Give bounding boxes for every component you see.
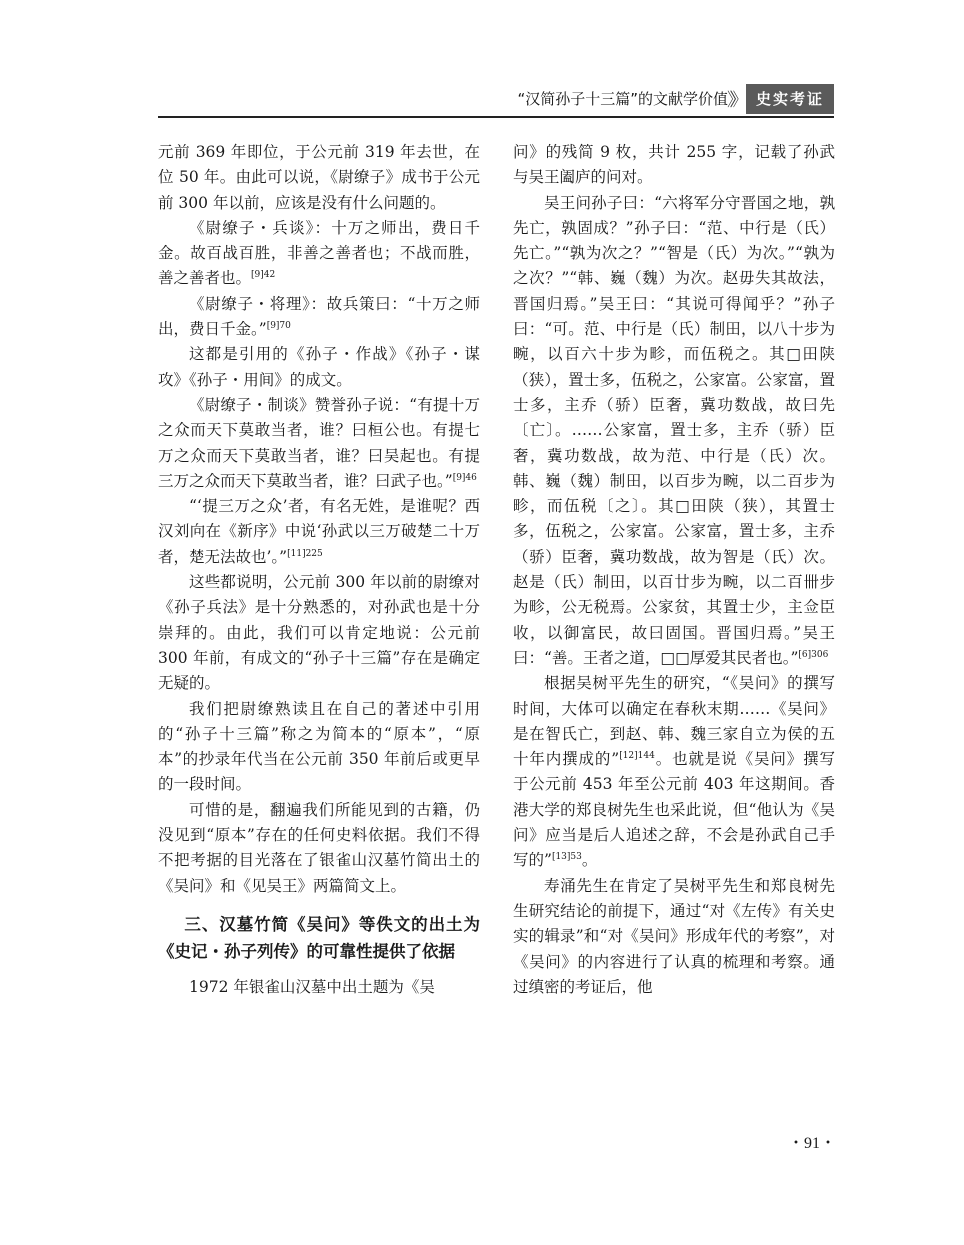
left-column xyxy=(158,140,480,1000)
paragraph: 1972 年银雀山汉墓中出土题为《吴 xyxy=(189,977,435,996)
section-tag: 史实考证 xyxy=(746,84,834,114)
quotation-text: 《尉缭子・将理》：故兵策曰：“十万之师出，费日千金。” xyxy=(158,294,480,339)
quotation-text: 吴王问孙子曰：“六将军分守晋国之地，孰先亡，孰固成？”孙子曰：“范、中行是（氏）先亡。”“孰为次之？”“智是（氏）为次。”“孰为之次？”“韩、巍（魏）为次。赵毋失其故法，晋国归焉。”吴王曰：“其说可得闻乎？”孙子曰：“可。范、中行是（氏）制田，以八十步为畹，以百六十步为畛，而伍税之。其□田陕（狭），置士多，伍税之，公家富。公家富，置士多，主乔（骄）臣奢，冀功数战，故曰先〔亡〕。……公家富，置士多，主乔（骄）臣奢，冀功数战，故为范、中行是（氏）次。韩、巍（魏）制田，以百步为畹，以二百步为畛，而伍税〔之〕。其□田陕（狭），其置士多，伍税之，公家富。公家富，置士多，主乔（骄）臣奢，冀功数战，故为智是（氏）次。赵是（氏）制田，以百廿步为畹，以二百卌步为畛，公无税焉。公家贫，其置士少，主佥臣收，以御富民，故曰固国。晋国归焉。”吴王曰：“善。王者之道，□□厚爱其民者也。” xyxy=(513,193,835,667)
paragraph-text: 。也就是说《吴问》撰写于公元前 453 年至公元前 403 年这期间。香港大学的郑良树先生也采此说，但“他认为《吴问》应当是后人追述之辞，不会是孙武自己手写的” xyxy=(513,750,835,870)
running-header xyxy=(158,84,834,118)
section-heading: 三、汉墓竹简《吴问》等佚文的出土为《史记・孙子列传》的可靠性提供了依据 xyxy=(158,914,480,961)
citation-ref: [9]46 xyxy=(452,472,477,483)
right-column xyxy=(513,140,835,1000)
paragraph: 这都是引用的《孙子・作战》《孙子・谋攻》《孙子・用间》的成文。 xyxy=(158,345,480,389)
paragraph xyxy=(513,671,835,873)
citation-ref: [9]42 xyxy=(251,270,276,281)
citation-ref: [9]70 xyxy=(266,321,291,332)
citation-ref: [11]225 xyxy=(287,548,323,559)
quotation-text: 《尉缭子・制谈》赞誉孙子说：“有提十万之众而天下莫敢当者，谁？曰桓公也。有提七万之众而天下莫敢当者，谁？曰吴起也。有提三万之众而天下莫敢当者，谁？曰武子也。” xyxy=(158,395,480,490)
quotation xyxy=(158,292,480,343)
paragraph xyxy=(158,494,480,570)
quotation-text: 《尉缭子・兵谈》：十万之师出，费日千金。故百战百胜，非善之善者也；不战而胜，善之善者也。 xyxy=(158,218,480,288)
quotation xyxy=(158,393,480,494)
quotation xyxy=(158,216,480,292)
paragraph-text: 。 xyxy=(581,851,598,870)
running-header-title: “汉简孙子十三篇”的文献学价值 xyxy=(517,90,728,108)
paragraph-text: 根据吴树平先生的研究，“《吴问》的撰写时间，大体可以确定在春秋末期……《吴问》是在智氏亡，到赵、韩、魏三家自立为侯的五十年内撰成的” xyxy=(513,674,835,769)
paragraph-text: “‘提三万之众’者，有名无姓，是谁呢？西汉刘向在《新序》中说‘孙武以三万破楚二十万者，楚无法故也’。” xyxy=(158,497,480,566)
paragraph: 我们把尉缭熟读且在自己的著述中引用的“孙子十三篇”称之为简本的“原本”，“原本”的抄录年代当在公元前 350 年前后或更早的一段时间。 xyxy=(158,699,480,794)
citation-ref: [12]144 xyxy=(619,751,655,762)
quotation xyxy=(513,191,835,672)
citation-ref: [6]306 xyxy=(798,649,829,660)
citation-ref: [13]53 xyxy=(551,852,582,863)
paragraph: 寿涌先生在肯定了吴树平先生和郑良树先生研究结论的前提下，通过“对《左传》有关史实的辑录”和“对《吴问》形成年代的考察”，对《吴问》的内容进行了认真的梳理和考察。通过缜密的考证后，他 xyxy=(513,876,835,996)
paragraph: 问》的残简 9 枚，共计 255 字，记载了孙武与吴王阖庐的问对。 xyxy=(513,143,835,187)
chevron-right-icon: 》》 xyxy=(727,90,742,111)
paragraph: 元前 369 年即位，于公元前 319 年去世，在位 50 年。由此可以说，《尉缭子》成书于公元前 300 年以前，应该是没有什么问题的。 xyxy=(158,143,480,212)
page-number: ・91・ xyxy=(787,1135,836,1152)
header-rule xyxy=(158,116,834,118)
paragraph: 可惜的是，翻遍我们所能见到的古籍，仍没见到“原本”存在的任何史料依据。我们不得不把考据的目光落在了银雀山汉墓竹简出土的《吴问》和《见吴王》两篇简文上。 xyxy=(158,800,480,895)
paragraph: 这些都说明，公元前 300 年以前的尉缭对《孙子兵法》是十分熟悉的，对孙武也是十分崇拜的。由此，我们可以肯定地说：公元前 300 年前，有成文的“孙子十三篇”存在是确定无疑的。 xyxy=(158,573,480,693)
